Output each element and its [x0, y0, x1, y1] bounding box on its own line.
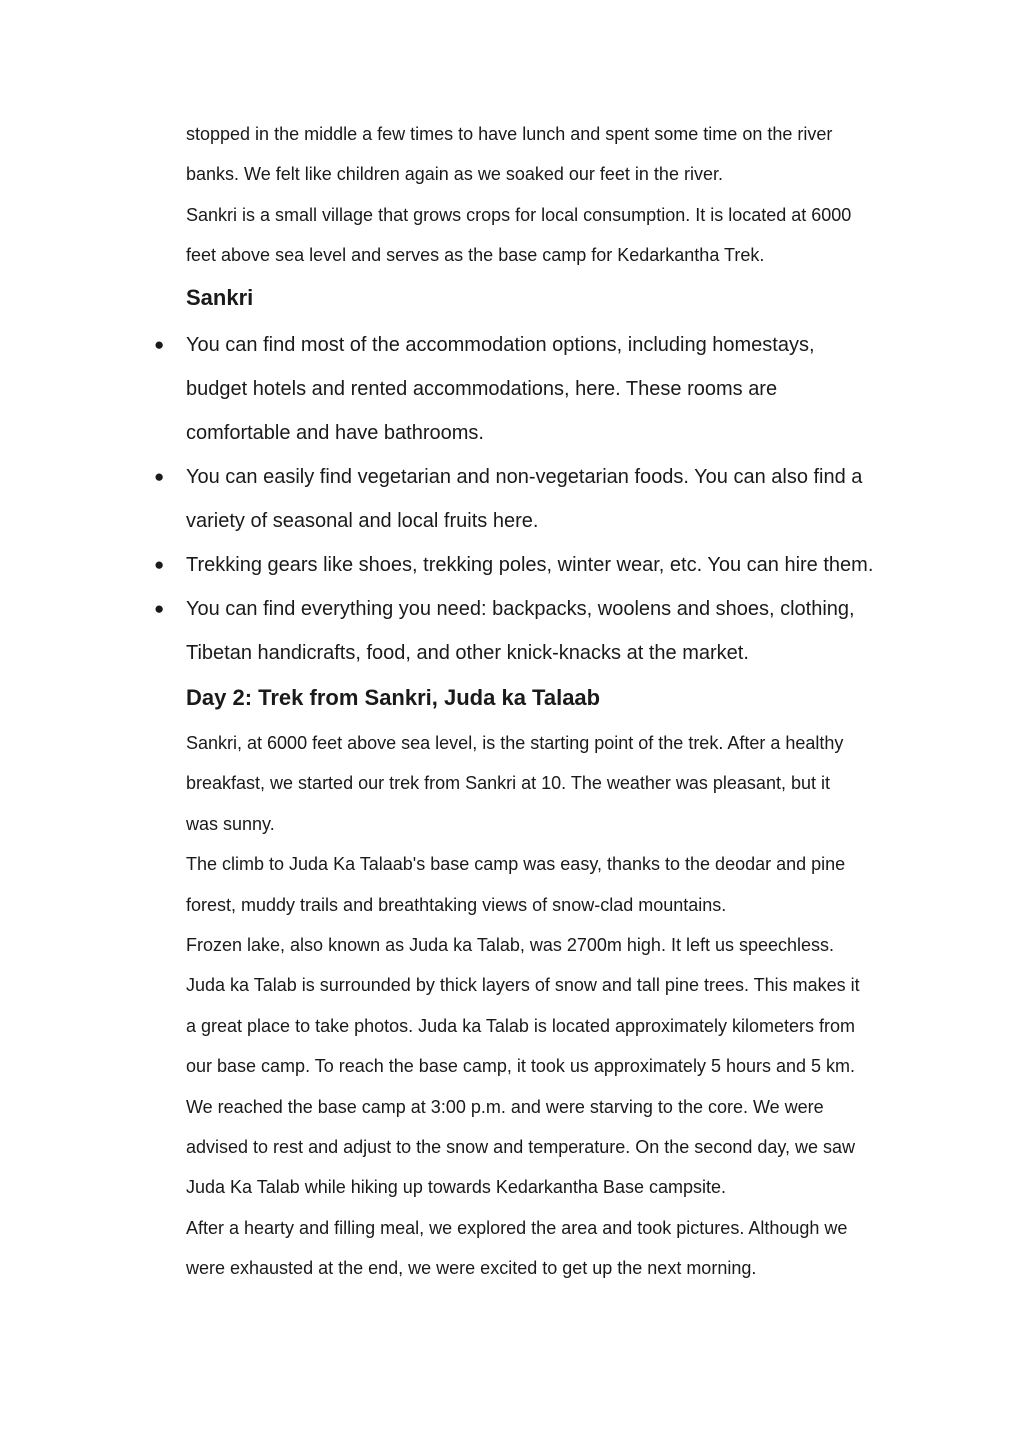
text-line: were exhausted at the end, we were excited to get up the next morning.	[186, 1258, 757, 1279]
text-line: a great place to take photos. Juda ka Talab is located approximately kilometers from	[186, 1015, 856, 1036]
text-line: Juda Ka Talab while hiking up towards Kedarkantha Base campsite.	[186, 1177, 726, 1198]
text-line: You can find most of the accommodation options, including homestays,	[186, 334, 815, 356]
text-line: comfortable and have bathrooms.	[186, 422, 484, 444]
day2-heading-block	[186, 683, 906, 713]
bullet-icon: ●	[154, 555, 165, 574]
text-line: banks. We felt like children again as we soaked our feet in the river.	[186, 164, 723, 185]
text-line: After a hearty and filling meal, we explored the area and took pictures. Although we	[186, 1217, 848, 1238]
bullet-icon: ●	[154, 599, 165, 618]
text-line: Frozen lake, also known as Juda ka Talab, was 2700m high. It left us speechless.	[186, 935, 835, 956]
text-line: advised to rest and adjust to the snow and temperature. On the second day, we saw	[186, 1137, 856, 1158]
list-item	[154, 323, 926, 455]
text-line: Sankri is a small village that grows crops for local consumption. It is located at 6000	[186, 204, 852, 225]
text-line: breakfast, we started our trek from Sankri at 10. The weather was pleasant, but it	[186, 773, 830, 794]
section-heading-sankri: Sankri	[186, 285, 254, 310]
section-heading-day2: Day 2: Trek from Sankri, Juda ka Talaab	[186, 685, 601, 710]
text-line: forest, muddy trails and breathtaking views of snow-clad mountains.	[186, 894, 727, 915]
intro-paragraph-1	[186, 114, 906, 195]
text-line: budget hotels and rented accommodations, here. These rooms are	[186, 378, 778, 400]
list-item	[154, 543, 926, 587]
text-line: You can easily find vegetarian and non-vegetarian foods. You can also find a	[186, 466, 863, 488]
text-line: You can find everything you need: backpacks, woolens and shoes, clothing,	[186, 598, 855, 620]
text-line: Sankri, at 6000 feet above sea level, is the starting point of the trek. After a healthy	[186, 733, 844, 753]
intro-section	[186, 114, 906, 276]
text-line: We reached the base camp at 3:00 p.m. and were starving to the core. We were	[186, 1096, 824, 1117]
day2-paragraph-1	[186, 723, 906, 844]
sankri-bullet-list	[154, 323, 926, 675]
text-line: was sunny.	[186, 813, 275, 834]
text-line: our base camp. To reach the base camp, it took us approximately 5 hours and 5 km.	[186, 1056, 856, 1077]
day2-section	[186, 723, 906, 1289]
text-line: Juda ka Talab is surrounded by thick layers of snow and tall pine trees. This makes it	[186, 975, 860, 996]
text-line: stopped in the middle a few times to have lunch and spent some time on the river	[186, 124, 833, 144]
bullet-icon: ●	[154, 467, 165, 486]
intro-paragraph-2	[186, 195, 906, 276]
text-line: feet above sea level and serves as the base camp for Kedarkantha Trek.	[186, 245, 765, 266]
text-line: variety of seasonal and local fruits here.	[186, 510, 539, 532]
text-line: The climb to Juda Ka Talaab's base camp was easy, thanks to the deodar and pine	[186, 854, 846, 875]
day2-paragraph-4	[186, 1208, 906, 1289]
bullet-icon: ●	[154, 335, 165, 354]
day2-paragraph-3	[186, 925, 906, 1208]
text-line: Trekking gears like shoes, trekking poles, winter wear, etc. You can hire them.	[186, 554, 874, 576]
day2-paragraph-2	[186, 844, 906, 925]
list-item	[154, 587, 926, 675]
sankri-heading-block	[186, 283, 906, 313]
list-item	[154, 455, 926, 543]
text-line: Tibetan handicrafts, food, and other knick-knacks at the market.	[186, 642, 749, 664]
